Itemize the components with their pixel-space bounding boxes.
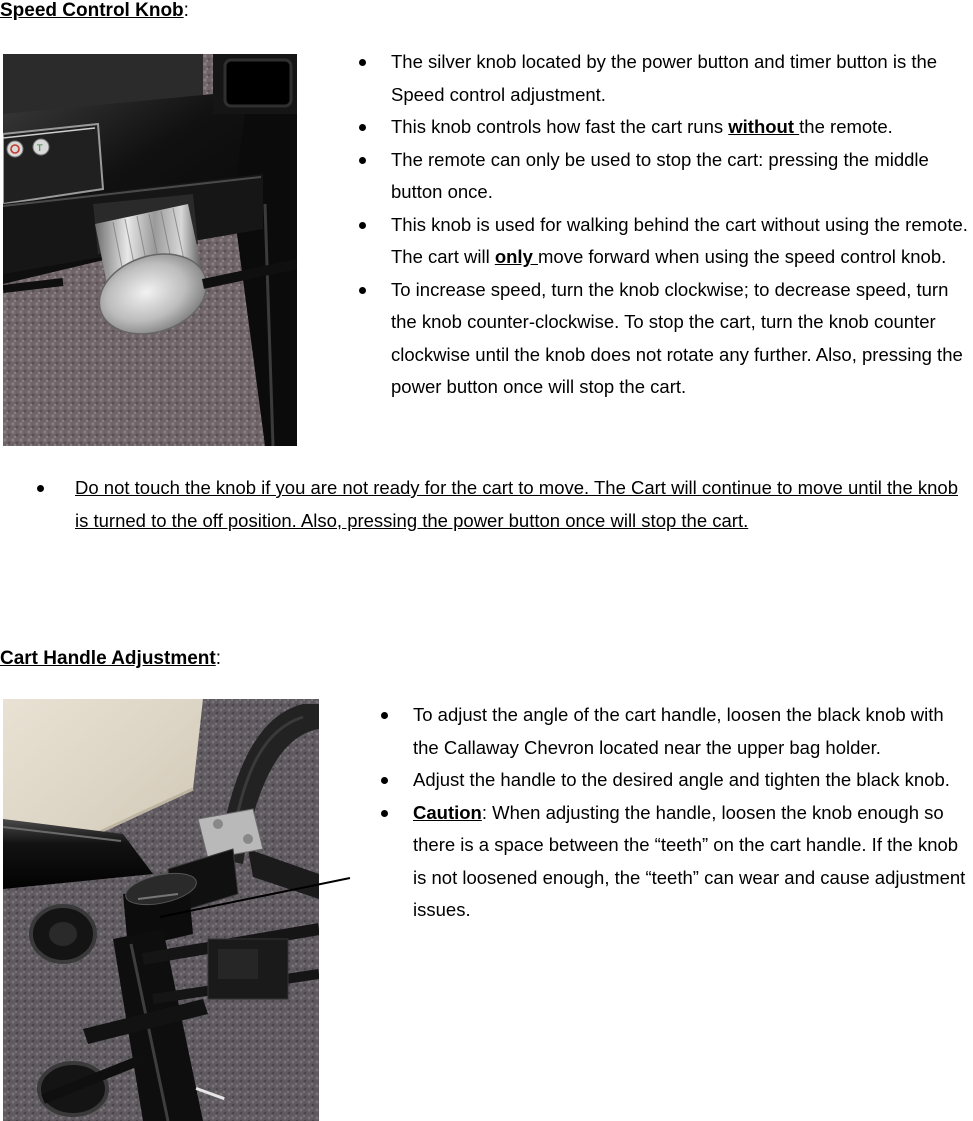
- bullet-icon: [381, 810, 388, 817]
- bullet-text: This knob controls how fast the cart runs: [391, 116, 729, 137]
- warning-text: Do not touch the knob if you are not ready for the cart to move. The Cart will continue to move until the knob is turned to the off position. Also, pressing the power button once will stop the cart.: [75, 477, 959, 531]
- caution-label: Caution: [413, 801, 482, 823]
- cart-handle-bullets: [413, 699, 973, 927]
- bullet-text: the remote.: [799, 116, 893, 137]
- bullet-text: To adjust the angle of the cart handle, loosen the black knob with the Callaway Chevron located near the upper bag holder.: [413, 704, 944, 758]
- bullet-text: This knob is used for walking behind the cart without using the remote. The cart will: [391, 213, 968, 267]
- bullet-icon: [381, 712, 388, 719]
- cart-handle-title-text: Cart Handle Adjustment: [0, 648, 216, 669]
- list-item: [413, 699, 973, 764]
- speed-control-title-text: Speed Control Knob: [0, 0, 184, 21]
- bullet-text: The remote can only be used to stop the cart: pressing the middle button once.: [391, 148, 929, 202]
- bullet-text: To increase speed, turn the knob clockwise; to decrease speed, turn the knob counter-clockwise. To stop the cart, turn the knob counter clockwise until the knob does not rotate any further. Also, pressing the power button once will stop the cart.: [391, 278, 963, 397]
- bullet-icon: [381, 777, 388, 784]
- emphasis-text: without: [728, 116, 800, 137]
- emphasis-text: only: [494, 246, 538, 267]
- bullet-text: The silver knob located by the power button and timer button is the Speed control adjustment.: [391, 51, 938, 105]
- bullet-text: move forward when using the speed control knob.: [538, 246, 947, 267]
- list-item: [413, 797, 973, 927]
- svg-text:T: T: [37, 144, 43, 154]
- bullet-text: : When adjusting the handle, loosen the knob enough so there is a space between the “teeth” on the cart handle. If the knob is not loosened enough, the “teeth” can wear and cause adjustment issues.: [413, 801, 966, 920]
- cart-handle-title-colon: :: [215, 648, 221, 669]
- speed-control-title-colon: :: [183, 0, 189, 21]
- bullet-text: Adjust the handle to the desired angle and tighten the black knob.: [413, 769, 950, 790]
- list-item: [413, 764, 973, 797]
